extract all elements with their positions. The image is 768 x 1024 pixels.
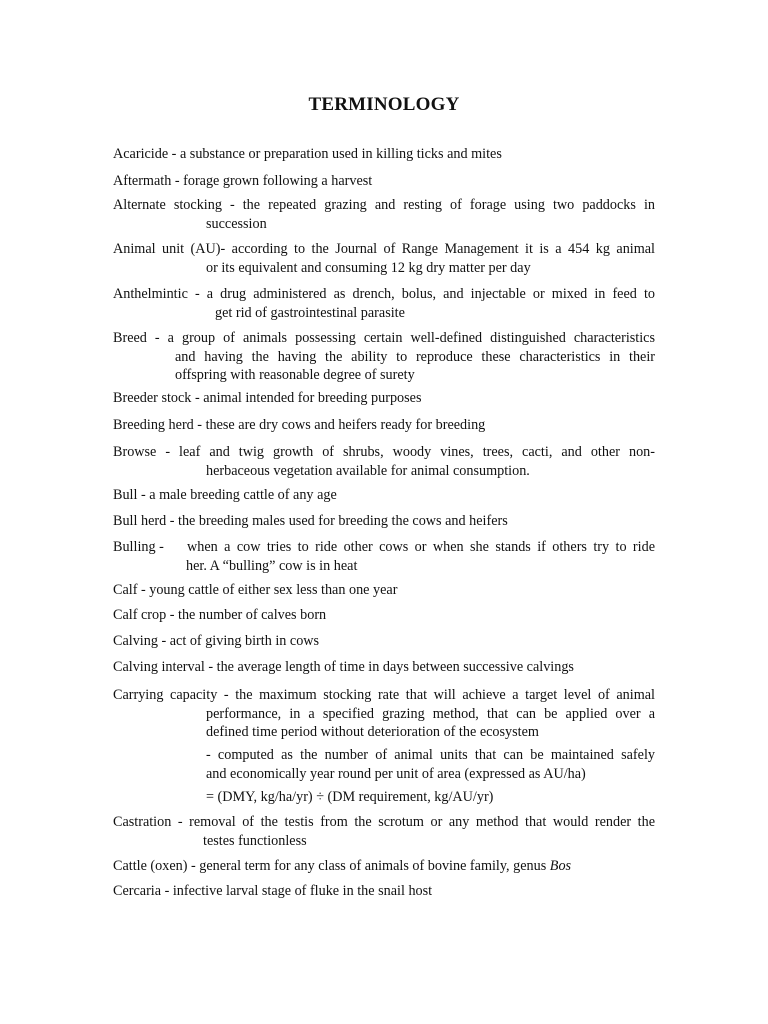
entry-browse: [113, 443, 655, 480]
entry-cattle-genus: Bos: [549, 858, 572, 874]
entry-calving-line-1: Calving - act of giving birth in cows: [113, 633, 320, 649]
entry-anthelmintic: [113, 285, 655, 322]
entry-bulling-line-2: her. A “bulling” cow is in heat: [186, 557, 358, 574]
entry-anthelmintic-line-1: Anthelmintic - a drug administered as drench, bolus, and injectable or mixed in feed to: [113, 286, 655, 302]
entry-carrying-capacity-computed: [113, 746, 655, 783]
entry-calf-crop: [113, 606, 655, 625]
entry-bulling-definition: when a cow tries to ride other cows or when she stands if others try to ride: [187, 539, 655, 555]
entry-cercaria-line-1: Cercaria - infective larval stage of fluke in the snail host: [113, 883, 433, 899]
entry-breeder-stock: [113, 389, 655, 408]
entry-bull-line-1: Bull - a male breeding cattle of any age: [113, 487, 337, 503]
entry-breed: [113, 329, 655, 385]
entry-castration-line-1: Castration - removal of the testis from the scrotum or any method that would render the: [113, 814, 655, 830]
entry-carrying-capacity-formula-line: = (DMY, kg/ha/yr) ÷ (DM requirement, kg/AU/yr): [206, 789, 494, 805]
entry-castration: [113, 813, 655, 850]
entry-bulling: [113, 538, 655, 575]
entry-carrying-capacity-extra-2: and economically year round per unit of area (expressed as AU/ha): [206, 765, 586, 782]
entry-breed-line-1: Breed - a group of animals possessing certain well-defined distinguished characteristics: [113, 330, 655, 346]
entry-alternate-stocking: [113, 196, 655, 233]
entry-browse-line-1: Browse - leaf and twig growth of shrubs, woody vines, trees, cacti, and other non-: [113, 444, 655, 460]
entry-breed-line-2: and having the having the ability to reproduce these characteristics in their: [175, 348, 655, 365]
entry-breeding-herd: [113, 416, 655, 435]
entry-breeding-herd-line-1: Breeding herd - these are dry cows and heifers ready for breeding: [113, 417, 486, 433]
entry-cattle-line-1: [113, 857, 655, 876]
entry-alternate-stocking-line-2: succession: [206, 215, 267, 232]
entry-calving-interval-line-1: Calving interval - the average length of time in days between successive calvings: [113, 659, 574, 675]
entry-calf: [113, 581, 655, 600]
entry-acaricide-line-1: Acaricide - a substance or preparation used in killing ticks and mites: [113, 146, 502, 162]
entry-bull: [113, 486, 655, 505]
entry-carrying-capacity-line-1: Carrying capacity - the maximum stocking rate that will achieve a target level of animal: [113, 687, 655, 703]
page-title: TERMINOLOGY: [308, 94, 460, 115]
entry-carrying-capacity-line-3: defined time period without deterioration of the ecosystem: [206, 724, 539, 740]
entry-bull-herd-line-1: Bull herd - the breeding males used for breeding the cows and heifers: [113, 513, 508, 529]
entry-bulling-line-1: [113, 538, 655, 557]
entry-cercaria: [113, 882, 655, 901]
entry-castration-line-2: testes functionless: [203, 832, 307, 849]
entry-browse-line-2: herbaceous vegetation available for animal consumption.: [206, 462, 530, 479]
entry-calving: [113, 632, 655, 651]
entry-breeder-stock-line-1: Breeder stock - animal intended for breeding purposes: [113, 390, 422, 406]
entry-anthelmintic-line-2: get rid of gastrointestinal parasite: [215, 304, 405, 321]
entry-animal-unit-line-2: or its equivalent and consuming 12 kg dry matter per day: [206, 259, 531, 276]
entry-carrying-capacity-extra-1: - computed as the number of animal units that can be maintained safely: [206, 747, 655, 763]
entry-carrying-capacity-formula: [113, 788, 655, 807]
entry-carrying-capacity: [113, 686, 655, 742]
entry-cattle-text: Cattle (oxen) - general term for any class of animals of bovine family, genus: [113, 858, 550, 874]
entry-aftermath: [113, 172, 655, 191]
entry-cattle: [113, 857, 655, 876]
entry-animal-unit-line-1: Animal unit (AU)- according to the Journal of Range Management it is a 454 kg animal: [113, 241, 655, 257]
entry-bulling-term: Bulling -: [113, 539, 164, 555]
entry-calf-crop-line-1: Calf crop - the number of calves born: [113, 607, 327, 623]
entry-alternate-stocking-line-1: Alternate stocking - the repeated grazing and resting of forage using two paddocks in: [113, 197, 655, 213]
entry-breed-line-3: offspring with reasonable degree of surety: [175, 367, 415, 383]
entry-calf-line-1: Calf - young cattle of either sex less than one year: [113, 582, 398, 598]
entry-carrying-capacity-line-2: performance, in a specified grazing method, that can be applied over a: [206, 705, 655, 722]
entry-calving-interval: [113, 658, 655, 677]
entry-bull-herd: [113, 512, 655, 531]
entry-aftermath-line-1: Aftermath - forage grown following a harvest: [113, 173, 373, 189]
entry-animal-unit: [113, 240, 655, 277]
entry-acaricide: [113, 145, 655, 164]
